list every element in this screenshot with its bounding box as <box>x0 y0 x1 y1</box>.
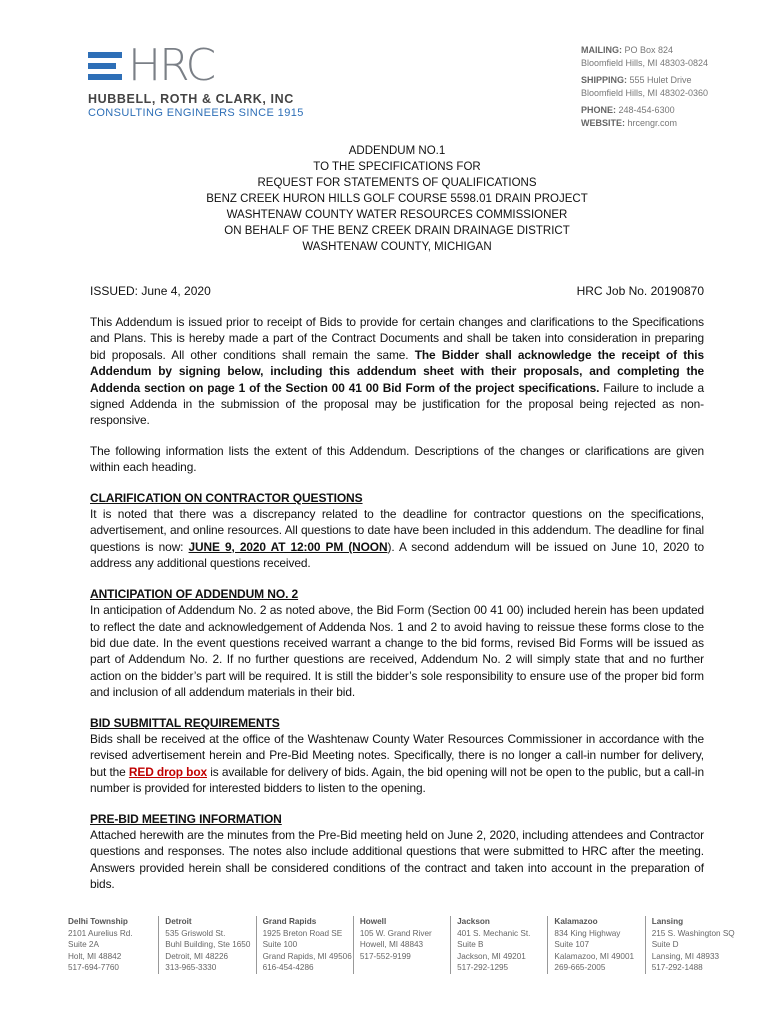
issued-row <box>90 284 704 298</box>
office-line: 401 S. Mechanic St. <box>457 928 531 938</box>
office-line: Grand Rapids, MI 49506 <box>262 951 352 961</box>
office-city: Lansing <box>651 917 684 926</box>
shipping-line2: Bloomfield Hills, MI 48302-0360 <box>581 88 709 98</box>
office-line: Jackson, MI 49201 <box>457 951 526 961</box>
deadline-text: JUNE 9, 2020 AT 12:00 PM (NOON <box>188 539 388 554</box>
section-heading: ANTICIPATION OF ADDENDUM NO. 2 <box>90 586 299 601</box>
intro-bold-text: The Bidder shall acknowledge the receipt of this Addendum by signing below, including this addendum sheet with their proposals, and completing the Addenda section on page 1 of the Section 00 41 00 Bid Form of the project specifications. <box>90 347 704 395</box>
office-line: 517-292-1488 <box>651 963 703 972</box>
extent-paragraph: The following information lists the extent of this Addendum. Descriptions of the changes or clarifications are given within each heading. <box>90 443 704 475</box>
section-clarification <box>90 490 704 572</box>
office-line: Suite 107 <box>554 940 590 949</box>
section-heading: PRE-BID MEETING INFORMATION <box>90 811 282 826</box>
company-tagline: CONSULTING ENGINEERS SINCE 1915 <box>88 107 304 119</box>
title-line: WASHTENAW COUNTY WATER RESOURCES COMMISSIONER <box>226 209 568 221</box>
logo-letters: HRC <box>128 40 215 91</box>
section-text <box>90 506 704 572</box>
title-line: TO THE SPECIFICATIONS FOR <box>313 161 481 173</box>
office-column <box>62 916 158 974</box>
office-line: Suite D <box>651 940 679 949</box>
office-column <box>158 916 255 974</box>
office-line: Suite 100 <box>262 940 298 949</box>
office-line: 517-292-1295 <box>457 963 509 972</box>
title-line: BENZ CREEK HURON HILLS GOLF COURSE 5598.01 DRAIN PROJECT <box>206 193 588 205</box>
office-line: Howell, MI 48843 <box>359 940 424 949</box>
title-line: REQUEST FOR STATEMENTS OF QUALIFICATIONS <box>257 177 537 189</box>
office-line: 2101 Aurelius Rd. <box>68 928 133 938</box>
office-city: Jackson <box>457 917 490 926</box>
submittal-text-end: is available for delivery of bids. Again, the bid opening will not be open to the public, but a call-in number is provided for interested bidders to listen to the opening. <box>90 764 704 796</box>
office-column <box>256 916 353 974</box>
shipping-line1: 555 Hulet Drive <box>629 75 692 85</box>
office-column <box>547 916 644 974</box>
mailing-label: MAILING: <box>581 45 622 55</box>
office-line: 313-965-3330 <box>165 963 217 972</box>
office-line: 616-454-4286 <box>262 963 314 972</box>
job-number: HRC Job No. 20190870 <box>576 284 704 298</box>
office-line: 517-694-7760 <box>68 963 119 972</box>
office-column <box>450 916 547 974</box>
office-line: 269-665-2005 <box>554 963 606 972</box>
office-line: Kalamazoo, MI 49001 <box>554 951 635 961</box>
website-label: WEBSITE: <box>581 118 625 128</box>
office-line: Buhl Building, Ste 1650 <box>165 940 251 949</box>
title-line: WASHTENAW COUNTY, MICHIGAN <box>302 241 492 253</box>
submittal-text: Bids shall be received at the office of the Washtenaw County Water Resources Commissioner in accordance with the revised advertisement herein and Pre-Bid Meeting notes. Specifically, there is no longer a call-in number for delivery, but the <box>90 731 704 779</box>
issued-date: ISSUED: June 4, 2020 <box>90 284 211 298</box>
office-line: 517-552-9199 <box>359 951 411 961</box>
intro-text-end: Failure to include a signed Addenda in the submission of the proposal may be justification for the proposal being rejected as non-responsive. <box>90 380 705 428</box>
company-logo <box>88 40 304 122</box>
title-line: ADDENDUM NO.1 <box>348 145 446 157</box>
office-line: 535 Griswold St. <box>165 928 226 938</box>
phone-label: PHONE: <box>581 105 617 115</box>
office-line: 1925 Breton Road SE <box>262 928 343 938</box>
phone-number: 248-454-6300 <box>618 105 675 115</box>
mailing-line1: PO Box 824 <box>624 45 674 55</box>
office-city: Kalamazoo <box>554 917 598 926</box>
office-line: 215 S. Washington SQ <box>651 928 735 938</box>
company-name: HUBBELL, ROTH & CLARK, INC <box>88 92 294 106</box>
office-line: Suite 2A <box>68 940 99 949</box>
section-heading: CLARIFICATION ON CONTRACTOR QUESTIONS <box>90 490 363 505</box>
office-line: Holt, MI 48842 <box>68 951 122 961</box>
office-footer <box>62 916 742 974</box>
intro-paragraph <box>90 314 704 429</box>
section-anticipation <box>90 586 704 701</box>
clarification-text: It is noted that there was a discrepancy related to the deadline for contractor questions on the specifications, advertisement, and online resources. All questions to date have been included in this addendum. The deadline for final questions is now: <box>90 507 704 554</box>
intro-text: This Addendum is issued prior to receipt of Bids to provide for certain changes and clarifications to the Specifications and Plans. This is hereby made a part of the Contract Documents and shall be taken into consideration in preparing bid proposals. All other conditions shall remain the same. <box>90 315 704 362</box>
section-text <box>90 731 704 797</box>
office-city: Grand Rapids <box>262 917 317 926</box>
office-city: Detroit <box>165 917 192 926</box>
office-line: 105 W. Grand River <box>359 928 432 938</box>
clarification-text-end: ). A second addendum will be issued on June 10, 2020 to address any additional questions received. <box>90 539 705 571</box>
section-text: In anticipation of Addendum No. 2 as noted above, the Bid Form (Section 00 41 00) included herein has been updated to reflect the date and acknowledgement of Addenda Nos. 1 and 2 to avoid having to reissue these forms close to the bid due date. In the event questions received warrant a change to the bid forms, revised Bid Forms will be issued as part of Addendum No. 2. If no further questions are received, Addendum No. 2 will simply state that and no further action on the bidder’s part will be required. It is still the bidder’s sole responsibility to ensure use of the proper bid form and inclusion of all addendum materials in their bid. <box>90 603 704 700</box>
office-city: Howell <box>359 917 387 926</box>
website-link[interactable]: hrcengr.com <box>627 118 678 128</box>
logo-bars-icon <box>88 52 122 85</box>
red-drop-box-text: RED drop box <box>128 764 208 779</box>
section-submittal <box>90 715 704 797</box>
office-city: Delhi Township <box>68 917 128 926</box>
document-body <box>90 314 704 907</box>
section-heading: BID SUBMITTAL REQUIREMENTS <box>90 715 280 730</box>
mailing-line2: Bloomfield Hills, MI 48303-0824 <box>581 58 709 68</box>
document-title <box>100 143 694 255</box>
office-column <box>353 916 450 974</box>
office-line: Detroit, MI 48226 <box>165 951 229 961</box>
office-column <box>645 916 742 974</box>
office-line: Lansing, MI 48933 <box>651 951 720 961</box>
office-line: 834 King Highway <box>554 928 621 938</box>
title-line: ON BEHALF OF THE BENZ CREEK DRAIN DRAINAGE DISTRICT <box>224 225 570 237</box>
shipping-label: SHIPPING: <box>581 75 628 85</box>
office-line: Suite B <box>457 940 484 949</box>
contact-block <box>581 44 708 134</box>
section-text: Attached herewith are the minutes from the Pre-Bid meeting held on June 2, 2020, including attendees and Contractor questions and responses. The notes also include additional questions that were submitted to HRC after the meeting. Answers provided herein shall be considered conditions of the contract and taken into account in the preparation of bids. <box>90 827 704 892</box>
section-prebid <box>90 811 704 893</box>
